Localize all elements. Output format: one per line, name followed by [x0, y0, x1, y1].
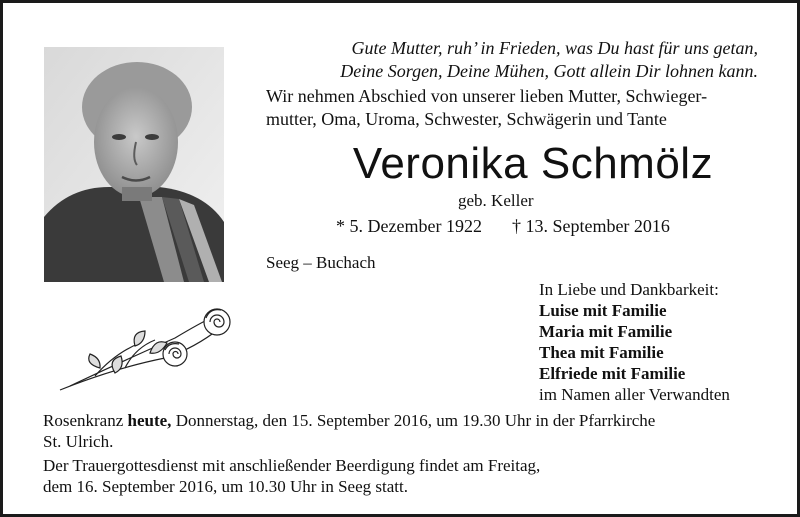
rosary-day-highlight: heute, [127, 411, 172, 430]
rosary-text: Donnerstag, den 15. September 2016, um 19.30 Uhr in der Pfarrkirche [171, 411, 656, 430]
birth-name: geb. Keller [458, 191, 534, 210]
funeral-announcement [43, 455, 783, 497]
relatives-note: im Namen aller Verwandten [539, 385, 730, 404]
farewell-intro [266, 85, 786, 131]
hometown: Seeg – Buchach [266, 253, 376, 272]
poem-line: Deine Sorgen, Deine Mühen, Gott allein Dir lohnen kann. [340, 61, 758, 81]
intro-line: Wir nehmen Abschied von unserer lieben Mutter, Schwieger- [266, 86, 708, 106]
birth-date: * 5. Dezember 1922 [336, 216, 482, 236]
rosary-text: Rosenkranz [43, 411, 128, 430]
family-entry: Thea mit Familie [539, 343, 664, 362]
poem-line: Gute Mutter, ruh’ in Frieden, was Du hast für uns getan, [351, 38, 758, 58]
family-entry: Elfriede mit Familie [539, 364, 686, 383]
mourners-list [539, 279, 730, 405]
rosary-announcement [43, 410, 783, 452]
rosary-line-1 [43, 410, 783, 431]
deceased-name: Veronika Schmölz [352, 139, 714, 188]
mourners-intro: In Liebe und Dankbarkeit: [539, 280, 719, 299]
life-dates [336, 216, 670, 237]
death-date: † 13. September 2016 [511, 216, 670, 236]
intro-line: mutter, Oma, Uroma, Schwester, Schwägerin und Tante [266, 109, 667, 129]
memorial-poem [288, 37, 758, 83]
rose-drawing-icon [55, 298, 245, 398]
funeral-line: Der Trauergottesdienst mit anschließender Beerdigung findet am Freitag, [43, 456, 541, 475]
rosary-line-2: St. Ulrich. [43, 432, 114, 451]
portrait-photo [44, 47, 224, 282]
funeral-line: dem 16. September 2016, um 10.30 Uhr in Seeg statt. [43, 477, 408, 496]
family-entry: Luise mit Familie [539, 301, 667, 320]
family-entry: Maria mit Familie [539, 322, 673, 341]
